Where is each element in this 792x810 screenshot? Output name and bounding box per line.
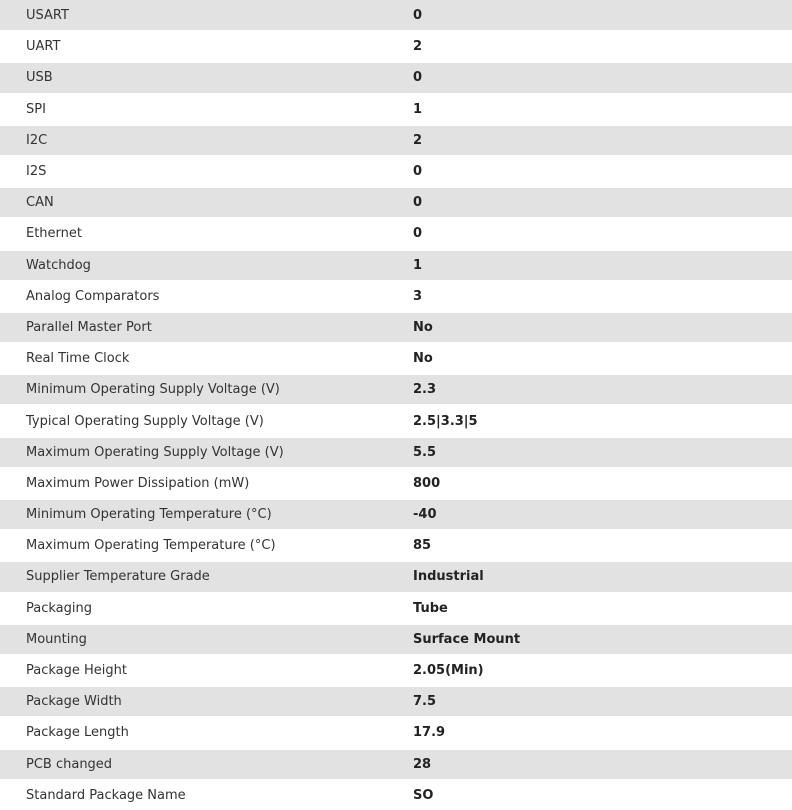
spec-value-cell: 800 <box>413 475 441 491</box>
spec-name-cell: I2C <box>26 132 48 148</box>
table-row <box>0 405 792 436</box>
spec-name-cell: Typical Operating Supply Voltage (V) <box>26 413 264 429</box>
table-row <box>0 187 792 218</box>
table-row <box>0 468 792 499</box>
spec-value-cell: 2 <box>413 39 423 55</box>
spec-name-cell: Maximum Operating Supply Voltage (V) <box>26 444 284 460</box>
table-row <box>0 780 792 810</box>
spec-name-cell: UART <box>26 39 61 55</box>
table-row <box>0 62 792 93</box>
spec-value-cell: 0 <box>413 164 423 180</box>
table-row <box>0 437 792 468</box>
spec-value-cell: 1 <box>413 101 423 117</box>
spec-value-cell: No <box>413 319 433 335</box>
spec-value-cell: SO <box>413 787 434 803</box>
spec-name-cell: Ethernet <box>26 226 82 242</box>
spec-value-cell: 0 <box>413 7 423 23</box>
spec-value-cell: 17.9 <box>413 725 446 741</box>
spec-name-cell: USB <box>26 70 53 86</box>
spec-value-cell: 2 <box>413 132 423 148</box>
spec-name-cell: CAN <box>26 195 54 211</box>
table-row <box>0 624 792 655</box>
spec-value-cell: 1 <box>413 257 423 273</box>
spec-name-cell: Watchdog <box>26 257 91 273</box>
spec-name-cell: Supplier Temperature Grade <box>26 569 210 585</box>
spec-value-cell: Surface Mount <box>413 631 521 647</box>
spec-name-cell: Maximum Operating Temperature (°C) <box>26 538 276 554</box>
table-row <box>0 686 792 717</box>
table-row <box>0 530 792 561</box>
spec-name-cell: USART <box>26 7 69 23</box>
spec-name-cell: Standard Package Name <box>26 787 186 803</box>
spec-name-cell: Parallel Master Port <box>26 319 152 335</box>
spec-value-cell: 5.5 <box>413 444 437 460</box>
spec-value-cell: 2.5|3.3|5 <box>413 413 478 429</box>
table-row <box>0 749 792 780</box>
spec-name-cell: Minimum Operating Supply Voltage (V) <box>26 382 280 398</box>
spec-value-cell: 0 <box>413 226 423 242</box>
table-row <box>0 250 792 281</box>
spec-value-cell: 3 <box>413 288 423 304</box>
table-row <box>0 156 792 187</box>
spec-value-cell: 2.05(Min) <box>413 663 484 679</box>
table-row <box>0 31 792 62</box>
spec-name-cell: Real Time Clock <box>26 351 130 367</box>
spec-name-cell: Package Height <box>26 663 127 679</box>
spec-name-cell: Package Length <box>26 725 129 741</box>
table-row <box>0 374 792 405</box>
table-row <box>0 94 792 125</box>
spec-value-cell: 0 <box>413 195 423 211</box>
spec-value-cell: 2.3 <box>413 382 437 398</box>
table-row <box>0 499 792 530</box>
spec-name-cell: Package Width <box>26 694 122 710</box>
table-row <box>0 312 792 343</box>
spec-value-cell: Tube <box>413 600 448 616</box>
spec-value-cell: 85 <box>413 538 432 554</box>
spec-name-cell: Analog Comparators <box>26 288 160 304</box>
spec-value-cell: Industrial <box>413 569 484 585</box>
table-row <box>0 125 792 156</box>
spec-name-cell: SPI <box>26 101 46 117</box>
spec-name-cell: PCB changed <box>26 756 113 772</box>
spec-value-cell: No <box>413 351 433 367</box>
table-row <box>0 218 792 249</box>
spec-name-cell: Maximum Power Dissipation (mW) <box>26 475 250 491</box>
table-row <box>0 0 792 31</box>
spec-name-cell: Mounting <box>26 631 87 647</box>
table-row <box>0 593 792 624</box>
table-row <box>0 717 792 748</box>
spec-name-cell: Packaging <box>26 600 92 616</box>
spec-value-cell: 28 <box>413 756 432 772</box>
table-row <box>0 561 792 592</box>
spec-name-cell: I2S <box>26 164 47 180</box>
table-row <box>0 655 792 686</box>
spec-value-cell: 0 <box>413 70 423 86</box>
spec-name-cell: Minimum Operating Temperature (°C) <box>26 507 272 523</box>
spec-value-cell: 7.5 <box>413 694 437 710</box>
table-row <box>0 281 792 312</box>
table-row <box>0 343 792 374</box>
spec-value-cell: -40 <box>413 507 437 523</box>
